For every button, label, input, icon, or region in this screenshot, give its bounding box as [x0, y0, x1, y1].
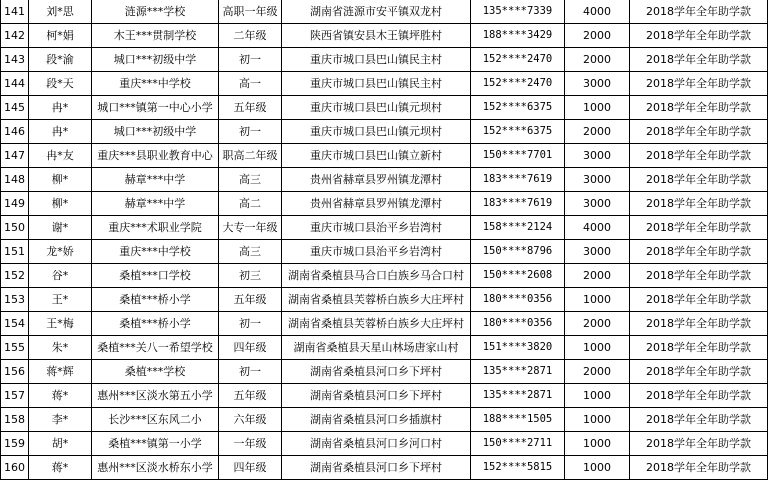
row-index-cell: 155	[1, 336, 29, 360]
row-index-cell: 149	[1, 192, 29, 216]
school-cell: 赫章***中学	[92, 192, 219, 216]
grade-cell: 六年级	[219, 408, 282, 432]
school-cell: 桑植***口学校	[92, 264, 219, 288]
amount-cell: 2000	[565, 48, 630, 72]
phone-cell: 152****2470	[471, 72, 565, 96]
grade-cell: 初三	[219, 264, 282, 288]
name-cell: 蒋*	[29, 384, 92, 408]
table-row	[1, 144, 768, 168]
school-cell: 桑植***学校	[92, 360, 219, 384]
amount-cell: 3000	[565, 144, 630, 168]
row-index-cell: 146	[1, 120, 29, 144]
address-cell: 湖南省涟源市安平镇双龙村	[282, 0, 471, 24]
note-cell: 2018学年全年助学款	[630, 456, 768, 480]
grade-cell: 高三	[219, 240, 282, 264]
school-cell: 赫章***中学	[92, 168, 219, 192]
row-index-cell: 154	[1, 312, 29, 336]
row-index-cell: 142	[1, 24, 29, 48]
amount-cell: 2000	[565, 360, 630, 384]
row-index-cell: 141	[1, 0, 29, 24]
phone-cell: 135****2871	[471, 384, 565, 408]
note-cell: 2018学年全年助学款	[630, 144, 768, 168]
name-cell: 胡*	[29, 432, 92, 456]
amount-cell: 3000	[565, 72, 630, 96]
name-cell: 谷*	[29, 264, 92, 288]
amount-cell: 1000	[565, 336, 630, 360]
amount-cell: 3000	[565, 168, 630, 192]
phone-cell: 135****2871	[471, 360, 565, 384]
school-cell: 重庆***中学校	[92, 72, 219, 96]
table-row	[1, 288, 768, 312]
school-cell: 城口***镇第一中心小学	[92, 96, 219, 120]
phone-cell: 150****8796	[471, 240, 565, 264]
note-cell: 2018学年全年助学款	[630, 168, 768, 192]
address-cell: 重庆市城口县巴山镇元坝村	[282, 120, 471, 144]
phone-cell: 152****5815	[471, 456, 565, 480]
note-cell: 2018学年全年助学款	[630, 216, 768, 240]
name-cell: 刘*思	[29, 0, 92, 24]
name-cell: 朱*	[29, 336, 92, 360]
note-cell: 2018学年全年助学款	[630, 120, 768, 144]
note-cell: 2018学年全年助学款	[630, 360, 768, 384]
grade-cell: 五年级	[219, 288, 282, 312]
phone-cell: 135****7339	[471, 0, 565, 24]
table-row	[1, 72, 768, 96]
note-cell: 2018学年全年助学款	[630, 24, 768, 48]
address-cell: 湖南省桑植县天星山林场唐家山村	[282, 336, 471, 360]
school-cell: 桑植***镇第一小学	[92, 432, 219, 456]
phone-cell: 180****0356	[471, 288, 565, 312]
school-cell: 城口***初级中学	[92, 48, 219, 72]
amount-cell: 2000	[565, 312, 630, 336]
address-cell: 湖南省桑植县河口乡下坪村	[282, 456, 471, 480]
address-cell: 湖南省桑植县河口乡插旗村	[282, 408, 471, 432]
row-index-cell: 160	[1, 456, 29, 480]
table-row	[1, 216, 768, 240]
table-row	[1, 360, 768, 384]
note-cell: 2018学年全年助学款	[630, 96, 768, 120]
address-cell: 重庆市城口县巴山镇立新村	[282, 144, 471, 168]
address-cell: 陕西省镇安县木王镇坪胜村	[282, 24, 471, 48]
note-cell: 2018学年全年助学款	[630, 48, 768, 72]
table-row	[1, 24, 768, 48]
phone-cell: 150****7701	[471, 144, 565, 168]
phone-cell: 152****6375	[471, 96, 565, 120]
name-cell: 冉*	[29, 120, 92, 144]
amount-cell: 2000	[565, 264, 630, 288]
amount-cell: 1000	[565, 408, 630, 432]
name-cell: 王*	[29, 288, 92, 312]
note-cell: 2018学年全年助学款	[630, 0, 768, 24]
note-cell: 2018学年全年助学款	[630, 72, 768, 96]
name-cell: 蒋*	[29, 456, 92, 480]
row-index-cell: 158	[1, 408, 29, 432]
amount-cell: 2000	[565, 120, 630, 144]
note-cell: 2018学年全年助学款	[630, 312, 768, 336]
row-index-cell: 147	[1, 144, 29, 168]
grade-cell: 高二	[219, 192, 282, 216]
row-index-cell: 150	[1, 216, 29, 240]
note-cell: 2018学年全年助学款	[630, 288, 768, 312]
school-cell: 桑植***桥小学	[92, 288, 219, 312]
table-row	[1, 384, 768, 408]
school-cell: 长沙***区东风二小	[92, 408, 219, 432]
name-cell: 柳*	[29, 168, 92, 192]
address-cell: 重庆市城口县巴山镇元坝村	[282, 96, 471, 120]
school-cell: 桑植***桥小学	[92, 312, 219, 336]
school-cell: 桑植***关八一希望学校	[92, 336, 219, 360]
grade-cell: 初一	[219, 48, 282, 72]
phone-cell: 180****0356	[471, 312, 565, 336]
amount-cell: 1000	[565, 96, 630, 120]
table-row	[1, 192, 768, 216]
row-index-cell: 159	[1, 432, 29, 456]
name-cell: 柯*娟	[29, 24, 92, 48]
phone-cell: 150****2711	[471, 432, 565, 456]
grade-cell: 二年级	[219, 24, 282, 48]
amount-cell: 1000	[565, 384, 630, 408]
grade-cell: 大专一年级	[219, 216, 282, 240]
row-index-cell: 148	[1, 168, 29, 192]
school-cell: 重庆***中学校	[92, 240, 219, 264]
grade-cell: 职高二年级	[219, 144, 282, 168]
name-cell: 龙*娇	[29, 240, 92, 264]
amount-cell: 1000	[565, 288, 630, 312]
row-index-cell: 152	[1, 264, 29, 288]
address-cell: 重庆市城口县巴山镇民主村	[282, 72, 471, 96]
phone-cell: 158****2124	[471, 216, 565, 240]
table-row	[1, 96, 768, 120]
name-cell: 谢*	[29, 216, 92, 240]
address-cell: 湖南省桑植县芙蓉桥白族乡大庄坪村	[282, 288, 471, 312]
row-index-cell: 156	[1, 360, 29, 384]
name-cell: 李*	[29, 408, 92, 432]
grade-cell: 初一	[219, 360, 282, 384]
table-row	[1, 0, 768, 24]
name-cell: 冉*	[29, 96, 92, 120]
name-cell: 蒋*辉	[29, 360, 92, 384]
table-row	[1, 240, 768, 264]
table-row	[1, 168, 768, 192]
phone-cell: 151****3820	[471, 336, 565, 360]
note-cell: 2018学年全年助学款	[630, 432, 768, 456]
table-row	[1, 456, 768, 480]
name-cell: 段*渝	[29, 48, 92, 72]
row-index-cell: 145	[1, 96, 29, 120]
note-cell: 2018学年全年助学款	[630, 264, 768, 288]
address-cell: 重庆市城口县治平乡岩湾村	[282, 240, 471, 264]
name-cell: 段*天	[29, 72, 92, 96]
address-cell: 贵州省赫章县罗州镇龙潭村	[282, 192, 471, 216]
address-cell: 湖南省桑植县河口乡河口村	[282, 432, 471, 456]
school-cell: 惠州***区淡水第五小学	[92, 384, 219, 408]
amount-cell: 2000	[565, 24, 630, 48]
note-cell: 2018学年全年助学款	[630, 408, 768, 432]
school-cell: 惠州***区淡水桥东小学	[92, 456, 219, 480]
amount-cell: 1000	[565, 456, 630, 480]
amount-cell: 1000	[565, 432, 630, 456]
row-index-cell: 151	[1, 240, 29, 264]
phone-cell: 188****3429	[471, 24, 565, 48]
grade-cell: 高三	[219, 168, 282, 192]
school-cell: 涟源***学校	[92, 0, 219, 24]
grade-cell: 四年级	[219, 456, 282, 480]
amount-cell: 4000	[565, 216, 630, 240]
amount-cell: 4000	[565, 0, 630, 24]
name-cell: 冉*友	[29, 144, 92, 168]
note-cell: 2018学年全年助学款	[630, 384, 768, 408]
grade-cell: 高职一年级	[219, 0, 282, 24]
name-cell: 柳*	[29, 192, 92, 216]
address-cell: 湖南省桑植县河口乡下坪村	[282, 384, 471, 408]
note-cell: 2018学年全年助学款	[630, 336, 768, 360]
school-cell: 木王***贯制学校	[92, 24, 219, 48]
address-cell: 重庆市城口县巴山镇民主村	[282, 48, 471, 72]
row-index-cell: 153	[1, 288, 29, 312]
address-cell: 湖南省桑植县马合口白族乡马合口村	[282, 264, 471, 288]
address-cell: 贵州省赫章县罗州镇龙潭村	[282, 168, 471, 192]
grade-cell: 五年级	[219, 384, 282, 408]
grade-cell: 一年级	[219, 432, 282, 456]
table-row	[1, 120, 768, 144]
row-index-cell: 144	[1, 72, 29, 96]
table-row	[1, 48, 768, 72]
grade-cell: 高一	[219, 72, 282, 96]
table-row	[1, 432, 768, 456]
amount-cell: 3000	[565, 192, 630, 216]
school-cell: 重庆***县职业教育中心	[92, 144, 219, 168]
phone-cell: 152****2470	[471, 48, 565, 72]
table-body	[1, 0, 768, 480]
phone-cell: 152****6375	[471, 120, 565, 144]
row-index-cell: 143	[1, 48, 29, 72]
table-row	[1, 312, 768, 336]
address-cell: 湖南省桑植县河口乡下坪村	[282, 360, 471, 384]
grade-cell: 四年级	[219, 336, 282, 360]
grade-cell: 初一	[219, 120, 282, 144]
grade-cell: 初一	[219, 312, 282, 336]
note-cell: 2018学年全年助学款	[630, 240, 768, 264]
phone-cell: 183****7619	[471, 168, 565, 192]
table-row	[1, 408, 768, 432]
address-cell: 湖南省桑植县芙蓉桥白族乡大庄坪村	[282, 312, 471, 336]
address-cell: 重庆市城口县治平乡岩湾村	[282, 216, 471, 240]
table-row	[1, 336, 768, 360]
row-index-cell: 157	[1, 384, 29, 408]
phone-cell: 150****2608	[471, 264, 565, 288]
note-cell: 2018学年全年助学款	[630, 192, 768, 216]
amount-cell: 3000	[565, 240, 630, 264]
phone-cell: 188****1505	[471, 408, 565, 432]
grade-cell: 五年级	[219, 96, 282, 120]
table-row	[1, 264, 768, 288]
phone-cell: 183****7619	[471, 192, 565, 216]
name-cell: 王*梅	[29, 312, 92, 336]
school-cell: 重庆***术职业学院	[92, 216, 219, 240]
school-cell: 城口***初级中学	[92, 120, 219, 144]
